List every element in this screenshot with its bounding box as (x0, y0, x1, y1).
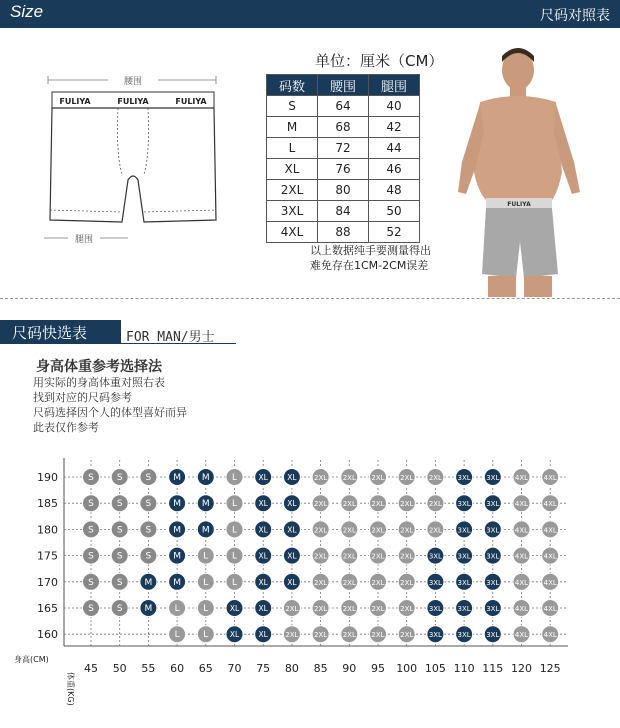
size-marker-label: XL (287, 473, 297, 482)
size-marker-label: XL (258, 577, 268, 587)
table-row (267, 117, 420, 138)
size-marker-label: 3XL (457, 526, 471, 535)
size-marker-label: L (174, 604, 180, 614)
size-cell: L (267, 138, 318, 159)
size-marker-label: 2XL (400, 578, 414, 587)
waistband-brand-3: FULIYA (175, 97, 207, 106)
size-marker-label: S (116, 577, 123, 588)
size-marker-label: 2XL (371, 578, 385, 587)
size-marker-label: 2XL (400, 631, 414, 640)
y-tick-label: 180 (37, 523, 58, 537)
size-marker-label: S (88, 499, 94, 510)
leg-label: 腿围 (74, 235, 94, 245)
waist-cell: 84 (318, 201, 369, 222)
waist-cell: 80 (318, 180, 369, 201)
size-marker-label: 2XL (342, 500, 356, 509)
size-marker-label: L (231, 577, 238, 588)
size-marker-label: 2XL (342, 631, 356, 640)
x-tick-label: 90 (342, 662, 357, 675)
size-marker-label: XL (287, 577, 297, 587)
x-tick-label: 85 (313, 662, 328, 675)
size-marker-label: M (201, 499, 210, 510)
measurement-note (310, 243, 431, 273)
size-marker-label: S (116, 551, 123, 562)
size-marker-label: 3XL (428, 552, 442, 561)
table-row (267, 180, 420, 201)
col-header-size: 码数 (267, 75, 318, 96)
size-marker-label: XL (258, 630, 268, 640)
leg-cell: 40 (369, 96, 420, 117)
x-tick-label: 45 (84, 662, 98, 675)
waistband-brand-1: FULIYA (59, 97, 91, 106)
size-marker-label: 3XL (486, 631, 500, 640)
size-marker-label: L (203, 577, 209, 588)
x-tick-label: 50 (112, 662, 127, 675)
leg-cell: 52 (369, 222, 420, 243)
leg-cell: 50 (369, 201, 420, 222)
size-marker-label: S (88, 604, 94, 614)
size-marker-label: 2XL (400, 500, 414, 509)
size-marker-label: 2XL (400, 552, 414, 561)
size-marker-label: S (116, 525, 123, 536)
table-row (267, 201, 420, 222)
size-marker-label: S (145, 499, 152, 510)
size-marker-label: 2XL (285, 605, 299, 613)
waist-label: 腰围 (123, 77, 143, 87)
size-marker-label: XL (229, 604, 240, 613)
size-marker-label: 3XL (457, 552, 471, 561)
y-tick-label: 170 (37, 575, 58, 589)
size-marker-label: XL (258, 551, 268, 561)
boxer-diagram (38, 70, 228, 250)
size-marker-label: 4XL (514, 526, 529, 535)
x-tick-label: 125 (539, 662, 561, 675)
size-marker-label: 3XL (457, 631, 471, 640)
size-marker-label: L (231, 525, 238, 536)
size-marker-label: XL (258, 499, 268, 509)
header-bar (0, 0, 620, 28)
x-tick-label: 75 (256, 662, 271, 675)
y-tick-label: 175 (37, 549, 58, 563)
size-marker-label: 2XL (314, 631, 328, 640)
size-marker-label: 2XL (342, 526, 356, 535)
waist-cell: 76 (318, 159, 369, 180)
size-marker-label: 3XL (428, 605, 442, 613)
size-marker-label: S (116, 604, 123, 614)
x-tick-label: 55 (141, 662, 156, 675)
size-marker-label: 4XL (514, 552, 529, 561)
waistband-brand-2: FULIYA (117, 97, 149, 106)
size-marker-label: 2XL (428, 526, 442, 535)
size-marker-label: M (173, 473, 181, 483)
size-marker-label: 4XL (514, 578, 529, 587)
size-marker-label: 3XL (428, 578, 442, 587)
size-marker-label: XL (229, 630, 240, 640)
size-marker-label: S (116, 473, 123, 483)
size-marker-label: 2XL (428, 474, 442, 482)
size-marker-label: M (173, 499, 181, 510)
reference-line: 用实际的身高体重对照右表 (33, 376, 165, 389)
y-tick-label: 190 (37, 471, 58, 484)
size-marker-label: 4XL (514, 605, 529, 613)
size-marker-label: 3XL (457, 500, 471, 509)
reference-title: 身高体重参考选择法 (36, 359, 162, 375)
model-waistband-text: FULIYA (507, 201, 531, 208)
size-marker-label: 3XL (457, 474, 471, 482)
size-marker-label: 4XL (543, 500, 557, 509)
header-title: Size (10, 2, 44, 21)
size-marker-label: 2XL (371, 526, 385, 535)
size-marker-label: M (144, 577, 153, 588)
size-marker-label: 4XL (543, 578, 557, 587)
size-marker-label: L (231, 551, 238, 562)
size-marker-label: 2XL (314, 474, 328, 482)
size-marker-label: 2XL (371, 500, 385, 509)
quick-subtitle: FOR MAN/男士 (126, 330, 215, 345)
x-tick-label: 100 (396, 662, 418, 675)
size-marker-label: L (174, 630, 180, 641)
size-marker-label: L (203, 630, 209, 641)
size-marker-label: 2XL (342, 605, 356, 613)
x-tick-label: 120 (511, 662, 532, 675)
header-subtitle: 尺码对照表 (540, 8, 610, 24)
table-row (267, 159, 420, 180)
size-marker-label: 3XL (428, 631, 442, 640)
size-marker-label: XL (287, 525, 297, 535)
size-cell: 4XL (267, 222, 318, 243)
size-marker-label: M (201, 473, 210, 483)
table-row (267, 138, 420, 159)
table-row (267, 96, 420, 117)
x-tick-label: 105 (424, 662, 446, 675)
size-marker-label: 3XL (457, 578, 471, 587)
size-marker-label: 4XL (543, 552, 557, 561)
size-marker-label: 2XL (342, 474, 356, 482)
table-row (267, 222, 420, 243)
x-tick-label: 70 (227, 662, 242, 675)
size-marker-label: 3XL (486, 526, 500, 535)
size-marker-label: 3XL (486, 500, 500, 509)
size-cell: 2XL (267, 180, 318, 201)
y-axis-label: 身高(CM) (14, 655, 49, 664)
unit-label: 单位：厘米（CM） (315, 52, 444, 70)
size-marker-label: 2XL (314, 578, 328, 587)
waist-cell: 72 (318, 138, 369, 159)
size-table (266, 74, 420, 243)
quick-title: 尺码快选表 (0, 320, 121, 344)
x-tick-label: 115 (482, 662, 504, 675)
size-marker-label: XL (258, 473, 268, 482)
reference-line: 找到对应的尺码参考 (33, 391, 132, 404)
note-line: 难免存在1CM-2CM误差 (310, 259, 429, 272)
waist-cell: 68 (318, 117, 369, 138)
x-tick-label: 65 (198, 662, 213, 675)
size-marker-label: 2XL (400, 605, 414, 613)
size-chart (0, 440, 620, 728)
size-marker-label: 4XL (514, 500, 529, 509)
y-tick-label: 165 (37, 602, 58, 615)
size-marker-label: L (231, 499, 238, 510)
size-marker-label: 3XL (486, 552, 500, 561)
y-tick-label: 185 (37, 497, 58, 511)
size-marker-label: XL (258, 525, 268, 535)
size-marker-label: 2XL (342, 578, 356, 587)
size-cell: M (267, 117, 318, 138)
size-marker-label: 2XL (314, 552, 328, 561)
leg-cell: 48 (369, 180, 420, 201)
x-axis-label: 体重(KG) (66, 672, 75, 706)
x-tick-label: 80 (284, 662, 299, 675)
size-marker-label: 2XL (314, 500, 328, 509)
leg-cell: 46 (369, 159, 420, 180)
size-marker-label: XL (258, 604, 268, 613)
leg-cell: 44 (369, 138, 420, 159)
size-marker-label: S (88, 551, 94, 562)
col-header-waist: 腰围 (318, 75, 369, 96)
size-marker-label: 2XL (371, 474, 385, 482)
size-marker-label: S (88, 525, 94, 536)
size-marker-label: 2XL (314, 526, 328, 535)
size-marker-label: 2XL (371, 605, 385, 613)
size-marker-label: XL (287, 551, 297, 561)
size-marker-label: 2XL (371, 552, 385, 561)
x-tick-label: 95 (371, 662, 385, 675)
size-marker-label: 3XL (486, 578, 500, 587)
size-marker-label: M (173, 525, 181, 536)
size-marker-label: S (145, 525, 152, 536)
size-marker-label: 2XL (285, 631, 299, 640)
y-tick-label: 160 (37, 628, 58, 642)
section-divider (0, 298, 620, 299)
size-cell: 3XL (267, 201, 318, 222)
size-cell: XL (267, 159, 318, 180)
size-marker-label: 4XL (543, 605, 557, 613)
size-marker-label: 3XL (457, 605, 471, 613)
size-marker-label: 4XL (543, 631, 557, 640)
x-tick-label: 110 (453, 662, 475, 675)
size-marker-label: 4XL (514, 474, 529, 482)
size-marker-label: M (201, 525, 210, 536)
size-marker-label: L (203, 604, 209, 614)
size-marker-label: S (88, 577, 94, 588)
size-marker-label: 4XL (543, 474, 557, 482)
size-marker-label: S (116, 499, 123, 510)
waist-cell: 88 (318, 222, 369, 243)
col-header-leg: 腿围 (369, 75, 420, 96)
size-marker-label: M (173, 577, 181, 588)
size-marker-label: 3XL (486, 605, 500, 613)
size-marker-label: 2XL (400, 474, 414, 482)
size-marker-label: 4XL (543, 526, 557, 535)
size-cell: S (267, 96, 318, 117)
reference-text (33, 375, 187, 435)
size-marker-label: 2XL (428, 500, 442, 509)
size-marker-label: S (145, 551, 152, 562)
reference-line: 尺码选择因个人的体型喜好而异 (33, 406, 187, 419)
size-marker-label: 2XL (342, 552, 356, 561)
size-marker-label: M (144, 604, 153, 614)
size-marker-label: L (231, 473, 238, 483)
waist-cell: 64 (318, 96, 369, 117)
size-marker-label: L (203, 551, 209, 562)
x-tick-label: 60 (170, 662, 185, 675)
size-marker-label: 3XL (486, 474, 500, 482)
size-marker-label: S (145, 473, 152, 483)
size-marker-label: 4XL (514, 631, 529, 640)
size-marker-label: 2XL (371, 631, 385, 640)
size-marker-label: 2XL (400, 526, 414, 535)
leg-cell: 42 (369, 117, 420, 138)
size-marker-label: XL (287, 499, 297, 509)
reference-line: 此表仅作参考 (33, 421, 99, 434)
note-line: 以上数据纯手要测量得出 (310, 244, 431, 257)
size-marker-label: M (173, 551, 181, 562)
model-photo (440, 42, 600, 297)
size-marker-label: 2XL (314, 605, 328, 613)
size-marker-label: S (88, 473, 94, 483)
